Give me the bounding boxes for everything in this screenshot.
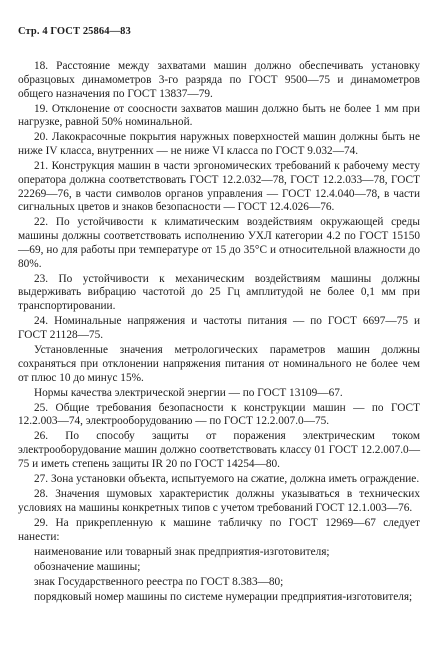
paragraph-25: 25. Общие требования безопасности к конструкции машин — по ГОСТ 12.2.003—74, электрооборудованию — по ГОСТ 12.2.007.0—75. bbox=[18, 401, 420, 428]
document-body bbox=[18, 60, 420, 606]
paragraph-24-metrology: Установленные значения метрологических параметров машин должны сохраняться при отклонении напряжения питания от номинального не более чем от плюс 10 до минус 15%. bbox=[18, 344, 420, 384]
paragraph-27: 27. Зона установки объекта, испытуемого на сжатие, должна иметь ограждение. bbox=[34, 473, 420, 486]
paragraph-23: 23. По устойчивости к механическим воздействиям машины должны выдерживать вибрацию частотой до 25 Гц амплитудой не более 0,1 мм при транспортировании. bbox=[18, 272, 420, 313]
paragraph-26: 26. По способу защиты от поражения электрическим током электрооборудование машин должно соответствовать классу 01 ГОСТ 12.2.007.0—75 и иметь степень защиты IR 20 по ГОСТ 14254—80. bbox=[18, 430, 420, 470]
paragraph-18: 18. Расстояние между захватами машин должно обеспечивать установку образцовых динамометров 3-го разряда по ГОСТ 9500—75 и динамометров общего назначения по ГОСТ 13837—79. bbox=[18, 60, 420, 100]
list-item-registry-mark: знак Государственного реестра по ГОСТ 8.383—80; bbox=[34, 575, 284, 588]
paragraph-24: 24. Номинальные напряжения и частоты питания — по ГОСТ 6697—75 и ГОСТ 21128—75. bbox=[18, 315, 420, 342]
paragraph-29: 29. На прикрепленную к машине табличку по ГОСТ 12969—67 следует нанести: bbox=[18, 516, 420, 543]
paragraph-19: 19. Отклонение от соосности захватов машин должно быть не более 1 мм при нагрузке, равной 50% номинальной. bbox=[18, 102, 420, 129]
list-item-manufacturer: наименование или товарный знак предприятия-изготовителя; bbox=[34, 545, 330, 558]
paragraph-28: 28. Значения шумовых характеристик должны указываться в технических условиях на машины конкретных типов с учетом требований ГОСТ 12.1.003—76. bbox=[18, 488, 420, 514]
paragraph-22: 22. По устойчивости к климатическим воздействиям окружающей среды машины должны соответствовать исполнению УХЛ категории 4.2 по ГОСТ 15150—69, но для работы при температуре от 15 до 35°С и относительной влажности до 80%. bbox=[18, 216, 420, 270]
list-item-designation: обозначение машины; bbox=[34, 560, 141, 573]
page-header: Стр. 4 ГОСТ 25864—83 bbox=[18, 26, 131, 37]
list-item-serial-number: порядковый номер машины по системе нумерации предприятия-изготовителя; bbox=[34, 590, 413, 603]
paragraph-20: 20. Лакокрасочные покрытия наружных поверхностей машин должны быть не ниже IV класса, внутренних — не ниже VI класса по ГОСТ 9.032—74. bbox=[18, 131, 420, 158]
paragraph-21: 21. Конструкция машин в части эргономических требований к рабочему месту оператора должна соответствовать ГОСТ 12.2.032—78, ГОСТ 12.2.033—78, ГОСТ 22269—76, в части символов органов управления — ГОСТ 12.4.040—78, в части сигнальных цветов и знаков безопасности — ГОСТ 12.4.026—76. bbox=[18, 160, 420, 214]
paragraph-24-power-quality: Нормы качества электрической энергии — по ГОСТ 13109—67. bbox=[34, 386, 343, 399]
